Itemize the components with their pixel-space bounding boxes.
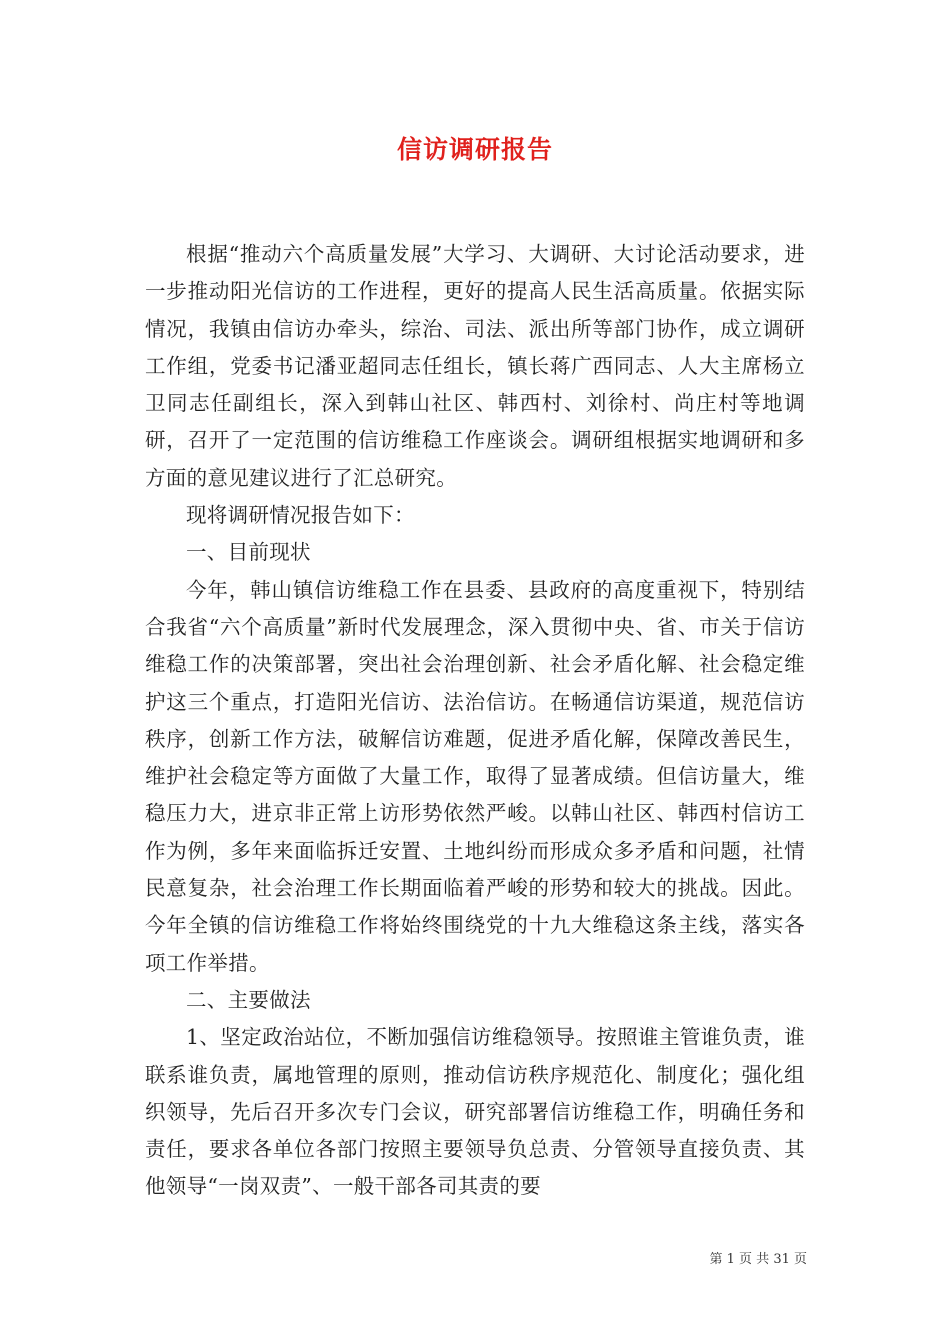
section-heading-current-status: 一、目前现状 [186, 540, 311, 565]
paragraph-intro: 根据“推动六个高质量发展”大学习、大调研、大讨论活动要求，进一步推动阳光信访的工作进程，更好的提高人民生活高质量。依据实际情况，我镇由信访办牵头，综治、司法、派出所等部门协作，成立调研工作组，党委书记潘亚超同志任组长，镇长蒋广西同志、人大主席杨立卫同志任副组长，深入到韩山社区、韩西村、刘徐村、尚庄村等地调研，召开了一定范围的信访维稳工作座谈会。调研组根据实地调研和多方面的意见建议进行了汇总研究。 [145, 242, 805, 490]
page-footer: 第 1 页 共 31 页 [709, 1252, 807, 1267]
paragraph-report-lead: 现将调研情况报告如下： [186, 503, 415, 528]
document-title: 信访调研报告 [396, 135, 553, 164]
paragraph-measure-1: 1、坚定政治站位，不断加强信访维稳领导。按照谁主管谁负责，谁联系谁负责，属地管理的原则，推动信访秩序规范化、制度化；强化组织领导，先后召开多次专门会议，研究部署信访维稳工作，明确任务和责任，要求各单位各部门按照主要领导负总责、分管领导直接负责、其他领导“一岗双责”、一般干部各司其责的要 [145, 1025, 805, 1199]
section-heading-main-measures: 二、主要做法 [186, 987, 311, 1012]
paragraph-current-status: 今年，韩山镇信访维稳工作在县委、县政府的高度重视下，特别结合我省“六个高质量”新时代发展理念，深入贯彻中央、省、市关于信访维稳工作的决策部署，突出社会治理创新、社会矛盾化解、社会稳定维护这三个重点，打造阳光信访、法治信访。在畅通信访渠道，规范信访秩序，创新工作方法，破解信访难题，促进矛盾化解，保障改善民生，维护社会稳定等方面做了大量工作，取得了显著成绩。但信访量大，维稳压力大，进京非正常上访形势依然严峻。以韩山社区、韩西村信访工作为例，多年来面临拆迁安置、土地纠纷而形成众多矛盾和问题，社情民意复杂，社会治理工作长期面临着严峻的形势和较大的挑战。因此。今年全镇的信访维稳工作将始终围绕党的十九大维稳这条主线，落实各项工作举措。 [145, 577, 805, 975]
document-body [145, 236, 805, 1206]
